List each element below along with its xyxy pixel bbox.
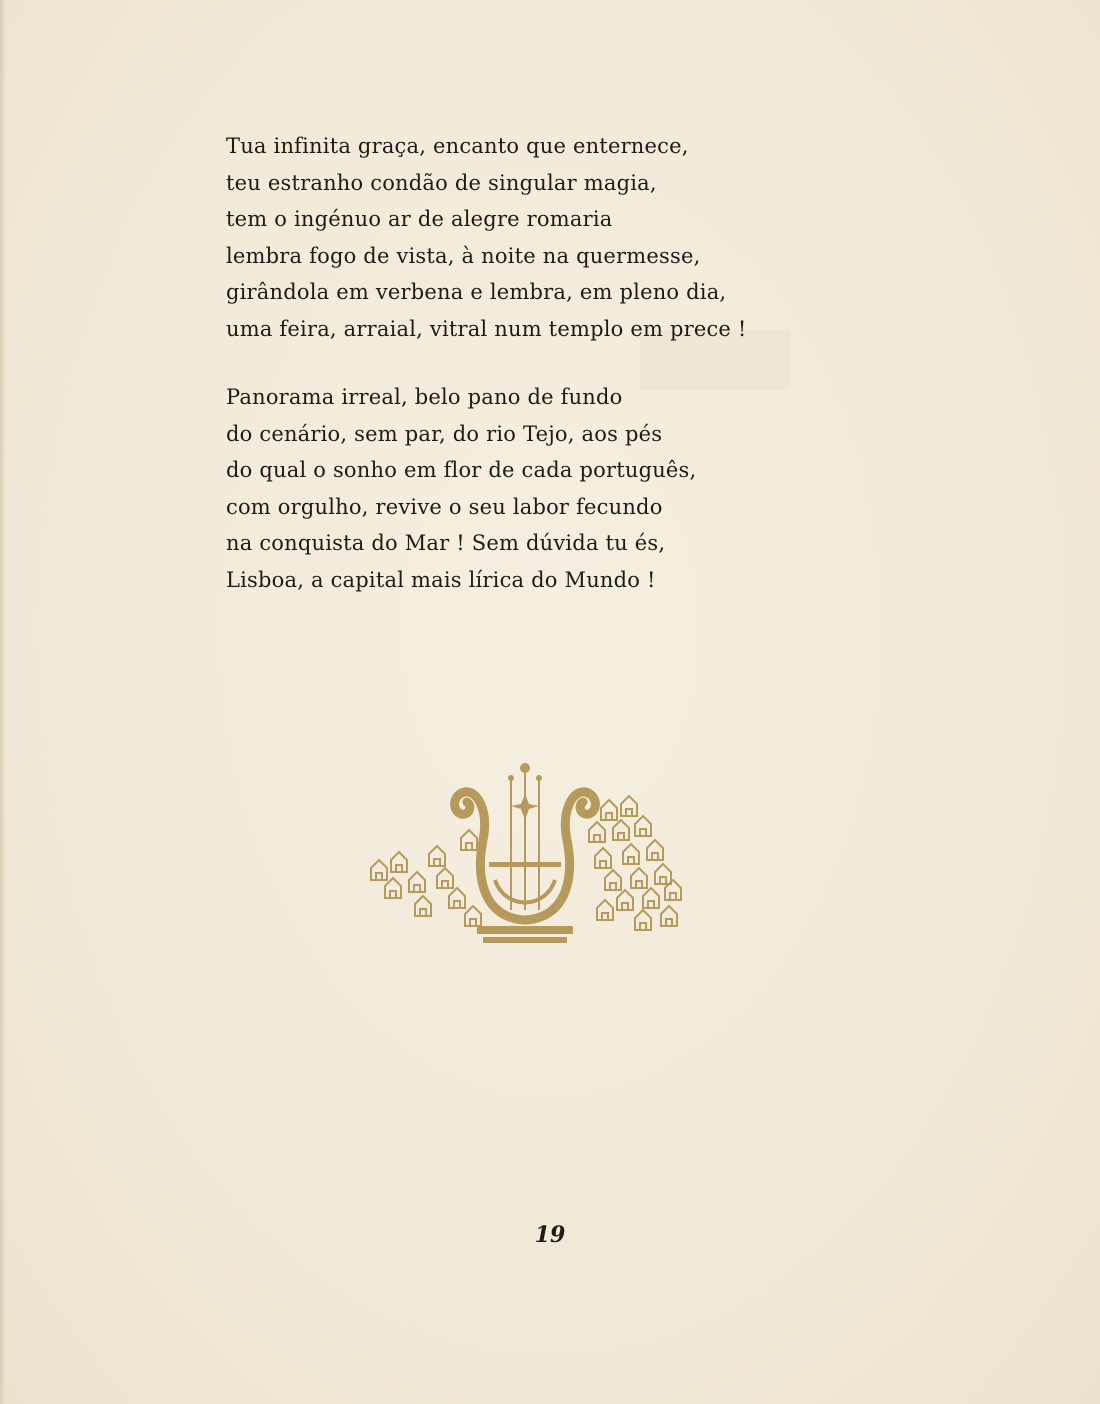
house-icon <box>601 800 617 820</box>
house-icon <box>391 852 407 872</box>
house-icon <box>605 870 621 890</box>
poem-line: do cenário, sem par, do rio Tejo, aos pés <box>226 421 663 446</box>
house-icon <box>429 846 445 866</box>
house-icon <box>621 796 637 816</box>
house-icon <box>661 906 677 926</box>
poem-line: girândola em verbena e lembra, em pleno dia, <box>226 280 727 304</box>
poem-line: do qual o sonho em flor de cada português, <box>226 458 697 482</box>
stanza-1 <box>226 128 786 347</box>
poem <box>226 128 786 630</box>
lyre-with-houses-icon <box>365 760 685 950</box>
house-icon <box>449 888 465 908</box>
house-icon <box>589 822 605 842</box>
house-icon <box>595 848 611 868</box>
house-icon <box>465 906 481 926</box>
house-icon <box>655 864 671 884</box>
poem-line: tem o ingénuo ar de alegre romaria <box>226 207 613 231</box>
house-icon <box>409 872 425 892</box>
house-icon <box>647 840 663 860</box>
stanza-2 <box>226 379 786 598</box>
house-icon <box>415 896 431 916</box>
house-icon <box>461 830 477 850</box>
house-icon <box>597 900 613 920</box>
house-icon <box>617 890 633 910</box>
house-icon <box>437 868 453 888</box>
house-icon <box>643 888 659 908</box>
house-icon <box>635 910 651 930</box>
house-icon <box>631 868 647 888</box>
house-icon <box>613 820 629 840</box>
poem-line: uma feira, arraial, vitral num templo em prece ! <box>226 316 747 341</box>
page-number: 19 <box>534 1222 566 1248</box>
house-icon <box>635 816 651 836</box>
poem-line: com orgulho, revive o seu labor fecundo <box>226 494 663 519</box>
house-icon <box>623 844 639 864</box>
poem-line: Tua infinita graça, encanto que enternece, <box>226 134 689 158</box>
house-icon <box>371 860 387 880</box>
poem-line: na conquista do Mar ! Sem dúvida tu és, <box>226 531 666 555</box>
page-edge <box>0 0 6 1404</box>
poem-line: Panorama irreal, belo pano de fundo <box>226 385 623 409</box>
poem-line: Lisboa, a capital mais lírica do Mundo ! <box>226 567 656 592</box>
poem-line: teu estranho condão de singular magia, <box>226 170 657 195</box>
poem-line: lembra fogo de vista, à noite na quermesse, <box>226 243 701 268</box>
